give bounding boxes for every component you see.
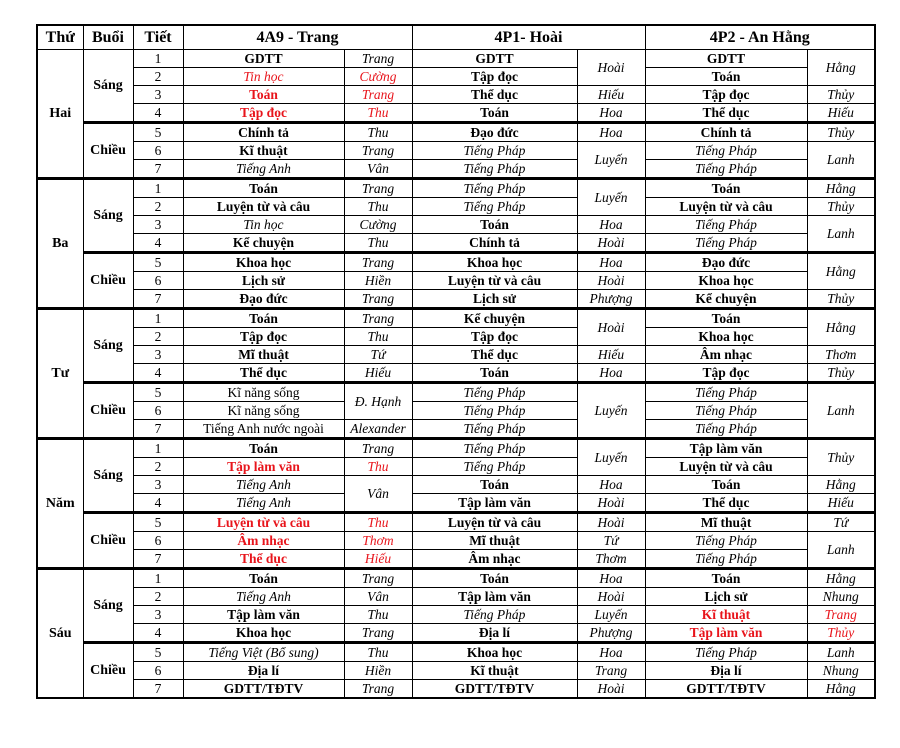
subject-cell: Địa lí	[183, 662, 344, 680]
subject-cell: GDTT/TĐTV	[645, 680, 807, 699]
teacher-cell: Lanh	[807, 643, 875, 662]
table-row	[37, 458, 875, 476]
period-number: 1	[133, 309, 183, 328]
session-cell: Sáng	[83, 179, 133, 253]
table-row	[37, 216, 875, 234]
subject-cell: Toán	[412, 364, 577, 383]
period-number: 5	[133, 643, 183, 662]
table-row	[37, 476, 875, 494]
subject-cell: GDTT/TĐTV	[412, 680, 577, 699]
teacher-cell: Lanh	[807, 532, 875, 569]
table-row	[37, 550, 875, 569]
teacher-cell: Hiếu	[577, 346, 645, 364]
period-number: 3	[133, 346, 183, 364]
table-row	[37, 532, 875, 550]
period-number: 4	[133, 624, 183, 643]
subject-cell: Toán	[183, 86, 344, 104]
teacher-cell: Hoa	[577, 643, 645, 662]
subject-cell: Địa lí	[645, 662, 807, 680]
header-period: Tiết	[133, 25, 183, 50]
session-cell: Chiều	[83, 643, 133, 699]
period-number: 7	[133, 550, 183, 569]
teacher-cell: Thu	[344, 606, 412, 624]
period-number: 2	[133, 68, 183, 86]
teacher-cell: Thu	[344, 458, 412, 476]
teacher-cell: Hằng	[807, 476, 875, 494]
session-cell: Sáng	[83, 50, 133, 123]
teacher-cell: Tứ	[807, 513, 875, 532]
subject-cell: Tiếng Pháp	[645, 643, 807, 662]
teacher-cell: Luyến	[577, 383, 645, 439]
subject-cell: Tập đọc	[645, 364, 807, 383]
table-row	[37, 272, 875, 290]
table-row	[37, 680, 875, 699]
table-row	[37, 234, 875, 253]
teacher-cell: Thu	[344, 198, 412, 216]
subject-cell: Tiếng Việt (Bổ sung)	[183, 643, 344, 662]
subject-cell: Toán	[183, 569, 344, 588]
teacher-cell: Vân	[344, 476, 412, 513]
day-cell: Năm	[37, 439, 83, 569]
subject-cell: Lịch sử	[645, 588, 807, 606]
teacher-cell: Hằng	[807, 253, 875, 290]
teacher-cell: Hoài	[577, 234, 645, 253]
teacher-cell: Thủy	[807, 86, 875, 104]
day-cell: Sáu	[37, 569, 83, 699]
subject-cell: Kể chuyện	[645, 290, 807, 309]
table-row	[37, 494, 875, 513]
teacher-cell: Hoa	[577, 253, 645, 272]
session-cell: Sáng	[83, 439, 133, 513]
table-row	[37, 104, 875, 123]
period-number: 4	[133, 494, 183, 513]
table-row	[37, 588, 875, 606]
teacher-cell: Thu	[344, 328, 412, 346]
period-number: 2	[133, 328, 183, 346]
subject-cell: Tiếng Pháp	[645, 234, 807, 253]
teacher-cell: Cường	[344, 68, 412, 86]
teacher-cell: Thủy	[807, 290, 875, 309]
teacher-cell: Trang	[344, 179, 412, 198]
teacher-cell: Luyến	[577, 179, 645, 216]
timetable-grid	[36, 24, 876, 699]
subject-cell: Khoa học	[183, 624, 344, 643]
period-number: 2	[133, 458, 183, 476]
teacher-cell: Trang	[344, 290, 412, 309]
subject-cell: Tập đọc	[183, 104, 344, 123]
period-number: 7	[133, 420, 183, 439]
subject-cell: Tập đọc	[412, 68, 577, 86]
subject-cell: Tiếng Pháp	[412, 198, 577, 216]
table-row	[37, 569, 875, 588]
subject-cell: Tiếng Pháp	[645, 383, 807, 402]
teacher-cell: Tứ	[577, 532, 645, 550]
subject-cell: Tiếng Anh	[183, 476, 344, 494]
table-row	[37, 123, 875, 142]
table-row	[37, 606, 875, 624]
subject-cell: Toán	[183, 309, 344, 328]
teacher-cell: Thơm	[577, 550, 645, 569]
subject-cell: Âm nhạc	[645, 346, 807, 364]
session-cell: Chiều	[83, 123, 133, 179]
subject-cell: Luyện từ và câu	[183, 513, 344, 532]
subject-cell: Thể dục	[183, 550, 344, 569]
subject-cell: Tập làm văn	[412, 588, 577, 606]
teacher-cell: Vân	[344, 588, 412, 606]
subject-cell: Âm nhạc	[412, 550, 577, 569]
period-number: 6	[133, 402, 183, 420]
teacher-cell: Hoài	[577, 272, 645, 290]
subject-cell: Luyện từ và câu	[645, 198, 807, 216]
subject-cell: Địa lí	[412, 624, 577, 643]
period-number: 4	[133, 364, 183, 383]
teacher-cell: Hoài	[577, 494, 645, 513]
subject-cell: Tiếng Pháp	[412, 420, 577, 439]
table-row	[37, 420, 875, 439]
teacher-cell: Trang	[807, 606, 875, 624]
period-number: 5	[133, 253, 183, 272]
subject-cell: GDTT	[183, 50, 344, 68]
subject-cell: Mĩ thuật	[645, 513, 807, 532]
subject-cell: Tin học	[183, 68, 344, 86]
teacher-cell: Alexander	[344, 420, 412, 439]
table-row	[37, 383, 875, 402]
teacher-cell: Vân	[344, 160, 412, 179]
teacher-cell: Thu	[344, 643, 412, 662]
teacher-cell: Hiếu	[807, 494, 875, 513]
session-cell: Chiều	[83, 383, 133, 439]
teacher-cell: Hoa	[577, 216, 645, 234]
subject-cell: Khoa học	[412, 253, 577, 272]
subject-cell: Thể dục	[645, 494, 807, 513]
period-number: 4	[133, 234, 183, 253]
teacher-cell: Thu	[344, 234, 412, 253]
period-number: 4	[133, 104, 183, 123]
subject-cell: Đạo đức	[645, 253, 807, 272]
period-number: 3	[133, 476, 183, 494]
subject-cell: Toán	[412, 476, 577, 494]
period-number: 7	[133, 290, 183, 309]
period-number: 6	[133, 272, 183, 290]
teacher-cell: Hoài	[577, 513, 645, 532]
period-number: 2	[133, 198, 183, 216]
subject-cell: Tập làm văn	[183, 606, 344, 624]
teacher-cell: Hiền	[344, 662, 412, 680]
table-row	[37, 179, 875, 198]
teacher-cell: Thu	[344, 104, 412, 123]
teacher-cell: Lanh	[807, 383, 875, 439]
subject-cell: Toán	[645, 68, 807, 86]
teacher-cell: Thơm	[807, 346, 875, 364]
subject-cell: Kể chuyện	[183, 234, 344, 253]
period-number: 5	[133, 513, 183, 532]
period-number: 1	[133, 50, 183, 68]
teacher-cell: Thủy	[807, 123, 875, 142]
period-number: 6	[133, 662, 183, 680]
subject-cell: Tiếng Pháp	[645, 142, 807, 160]
table-row	[37, 328, 875, 346]
day-cell: Tư	[37, 309, 83, 439]
teacher-cell: Trang	[344, 50, 412, 68]
teacher-cell: Hằng	[807, 569, 875, 588]
teacher-cell: Trang	[577, 662, 645, 680]
period-number: 3	[133, 606, 183, 624]
teacher-cell: Phượng	[577, 290, 645, 309]
teacher-cell: Hoài	[577, 50, 645, 86]
subject-cell: Khoa học	[412, 643, 577, 662]
subject-cell: Lịch sử	[412, 290, 577, 309]
teacher-cell: Hoa	[577, 569, 645, 588]
subject-cell: Toán	[645, 476, 807, 494]
subject-cell: Luyện từ và câu	[412, 513, 577, 532]
period-number: 1	[133, 439, 183, 458]
subject-cell: Tiếng Pháp	[645, 420, 807, 439]
subject-cell: Tiếng Pháp	[412, 402, 577, 420]
table-row	[37, 662, 875, 680]
table-row	[37, 86, 875, 104]
subject-cell: Tiếng Pháp	[645, 532, 807, 550]
table-row	[37, 364, 875, 383]
subject-cell: Tập đọc	[645, 86, 807, 104]
subject-cell: Thể dục	[412, 86, 577, 104]
teacher-cell: Trang	[344, 680, 412, 699]
teacher-cell: Tứ	[344, 346, 412, 364]
subject-cell: Thể dục	[645, 104, 807, 123]
day-cell: Hai	[37, 50, 83, 179]
period-number: 5	[133, 123, 183, 142]
subject-cell: Tiếng Pháp	[412, 439, 577, 458]
period-number: 3	[133, 216, 183, 234]
table-row	[37, 513, 875, 532]
teacher-cell: Luyến	[577, 142, 645, 179]
teacher-cell: Luyến	[577, 606, 645, 624]
table-row	[37, 198, 875, 216]
subject-cell: Tiếng Pháp	[412, 458, 577, 476]
table-row	[37, 253, 875, 272]
subject-cell: Tiếng Pháp	[645, 402, 807, 420]
teacher-cell: Trang	[344, 86, 412, 104]
teacher-cell: Đ. Hạnh	[344, 383, 412, 420]
table-row	[37, 68, 875, 86]
subject-cell: Tiếng Pháp	[645, 160, 807, 179]
teacher-cell: Hiền	[344, 272, 412, 290]
teacher-cell: Trang	[344, 624, 412, 643]
subject-cell: Kể chuyện	[412, 309, 577, 328]
table-row	[37, 160, 875, 179]
subject-cell: GDTT/TĐTV	[183, 680, 344, 699]
teacher-cell: Nhung	[807, 588, 875, 606]
subject-cell: Đạo đức	[183, 290, 344, 309]
subject-cell: Kĩ năng sống	[183, 402, 344, 420]
teacher-cell: Thủy	[807, 624, 875, 643]
teacher-cell: Hoài	[577, 680, 645, 699]
teacher-cell: Thủy	[807, 364, 875, 383]
period-number: 1	[133, 569, 183, 588]
timetable	[36, 24, 876, 699]
subject-cell: Kĩ thuật	[645, 606, 807, 624]
subject-cell: Kĩ thuật	[183, 142, 344, 160]
day-cell: Ba	[37, 179, 83, 309]
subject-cell: Toán	[412, 216, 577, 234]
teacher-cell: Hoa	[577, 123, 645, 142]
subject-cell: Tiếng Pháp	[412, 179, 577, 198]
table-row	[37, 346, 875, 364]
teacher-cell: Hoài	[577, 588, 645, 606]
subject-cell: GDTT	[412, 50, 577, 68]
table-row	[37, 50, 875, 68]
subject-cell: Mĩ thuật	[183, 346, 344, 364]
subject-cell: Tiếng Pháp	[645, 216, 807, 234]
subject-cell: Đạo đức	[412, 123, 577, 142]
teacher-cell: Trang	[344, 439, 412, 458]
subject-cell: Thể dục	[183, 364, 344, 383]
subject-cell: Chính tả	[412, 234, 577, 253]
teacher-cell: Hoa	[577, 364, 645, 383]
teacher-cell: Trang	[344, 569, 412, 588]
teacher-cell: Hằng	[807, 179, 875, 198]
teacher-cell: Hoa	[577, 104, 645, 123]
subject-cell: Toán	[645, 179, 807, 198]
subject-cell: Khoa học	[183, 253, 344, 272]
table-row	[37, 643, 875, 662]
subject-cell: Kĩ năng sống	[183, 383, 344, 402]
subject-cell: Tin học	[183, 216, 344, 234]
subject-cell: Tiếng Anh nước ngoài	[183, 420, 344, 439]
subject-cell: Khoa học	[645, 272, 807, 290]
subject-cell: Toán	[412, 569, 577, 588]
session-cell: Chiều	[83, 253, 133, 309]
subject-cell: Toán	[183, 439, 344, 458]
period-number: 2	[133, 588, 183, 606]
teacher-cell: Trang	[344, 142, 412, 160]
header-class-4a9: 4A9 - Trang	[183, 25, 412, 50]
period-number: 6	[133, 142, 183, 160]
subject-cell: Luyện từ và câu	[412, 272, 577, 290]
subject-cell: Tiếng Pháp	[412, 383, 577, 402]
session-cell: Chiều	[83, 513, 133, 569]
subject-cell: Khoa học	[645, 328, 807, 346]
table-row	[37, 439, 875, 458]
subject-cell: Thể dục	[412, 346, 577, 364]
table-row	[37, 309, 875, 328]
subject-cell: Toán	[645, 569, 807, 588]
teacher-cell: Hiếu	[807, 104, 875, 123]
teacher-cell: Hiếu	[577, 86, 645, 104]
teacher-cell: Nhung	[807, 662, 875, 680]
teacher-cell: Hoa	[577, 476, 645, 494]
subject-cell: Kĩ thuật	[412, 662, 577, 680]
teacher-cell: Cường	[344, 216, 412, 234]
subject-cell: Tiếng Pháp	[645, 550, 807, 569]
teacher-cell: Hằng	[807, 680, 875, 699]
subject-cell: Mĩ thuật	[412, 532, 577, 550]
subject-cell: Chính tả	[645, 123, 807, 142]
period-number: 6	[133, 532, 183, 550]
period-number: 5	[133, 383, 183, 402]
subject-cell: Lịch sử	[183, 272, 344, 290]
teacher-cell: Trang	[344, 309, 412, 328]
subject-cell: Tập đọc	[412, 328, 577, 346]
session-cell: Sáng	[83, 569, 133, 643]
subject-cell: Chính tả	[183, 123, 344, 142]
teacher-cell: Thu	[344, 123, 412, 142]
subject-cell: Tập làm văn	[183, 458, 344, 476]
table-row	[37, 402, 875, 420]
subject-cell: Toán	[183, 179, 344, 198]
subject-cell: Luyện từ và câu	[645, 458, 807, 476]
session-cell: Sáng	[83, 309, 133, 383]
subject-cell: Tập làm văn	[645, 439, 807, 458]
subject-cell: Tập đọc	[183, 328, 344, 346]
table-row	[37, 290, 875, 309]
header-day: Thứ	[37, 25, 83, 50]
subject-cell: Tiếng Anh	[183, 160, 344, 179]
teacher-cell: Hoài	[577, 309, 645, 346]
subject-cell: Tập làm văn	[645, 624, 807, 643]
subject-cell: Tiếng Pháp	[412, 160, 577, 179]
period-number: 3	[133, 86, 183, 104]
subject-cell: Âm nhạc	[183, 532, 344, 550]
teacher-cell: Hằng	[807, 50, 875, 86]
teacher-cell: Thơm	[344, 532, 412, 550]
teacher-cell: Phượng	[577, 624, 645, 643]
subject-cell: Tập làm văn	[412, 494, 577, 513]
subject-cell: Toán	[645, 309, 807, 328]
header-class-4p1: 4P1- Hoài	[412, 25, 645, 50]
teacher-cell: Thủy	[807, 198, 875, 216]
subject-cell: GDTT	[645, 50, 807, 68]
subject-cell: Toán	[412, 104, 577, 123]
teacher-cell: Hiếu	[344, 364, 412, 383]
subject-cell: Tiếng Anh	[183, 494, 344, 513]
period-number: 1	[133, 179, 183, 198]
table-row	[37, 624, 875, 643]
period-number: 7	[133, 680, 183, 699]
period-number: 7	[133, 160, 183, 179]
teacher-cell: Lanh	[807, 216, 875, 253]
table-row	[37, 142, 875, 160]
subject-cell: Tiếng Pháp	[412, 142, 577, 160]
subject-cell: Luyện từ và câu	[183, 198, 344, 216]
teacher-cell: Luyến	[577, 439, 645, 476]
teacher-cell: Thu	[344, 513, 412, 532]
teacher-cell: Trang	[344, 253, 412, 272]
teacher-cell: Hiếu	[344, 550, 412, 569]
teacher-cell: Lanh	[807, 142, 875, 179]
subject-cell: Tiếng Pháp	[412, 606, 577, 624]
header-session: Buổi	[83, 25, 133, 50]
header-row	[37, 25, 875, 50]
teacher-cell: Hằng	[807, 309, 875, 346]
teacher-cell: Thủy	[807, 439, 875, 476]
subject-cell: Tiếng Anh	[183, 588, 344, 606]
header-class-4p2: 4P2 - An Hằng	[645, 25, 875, 50]
